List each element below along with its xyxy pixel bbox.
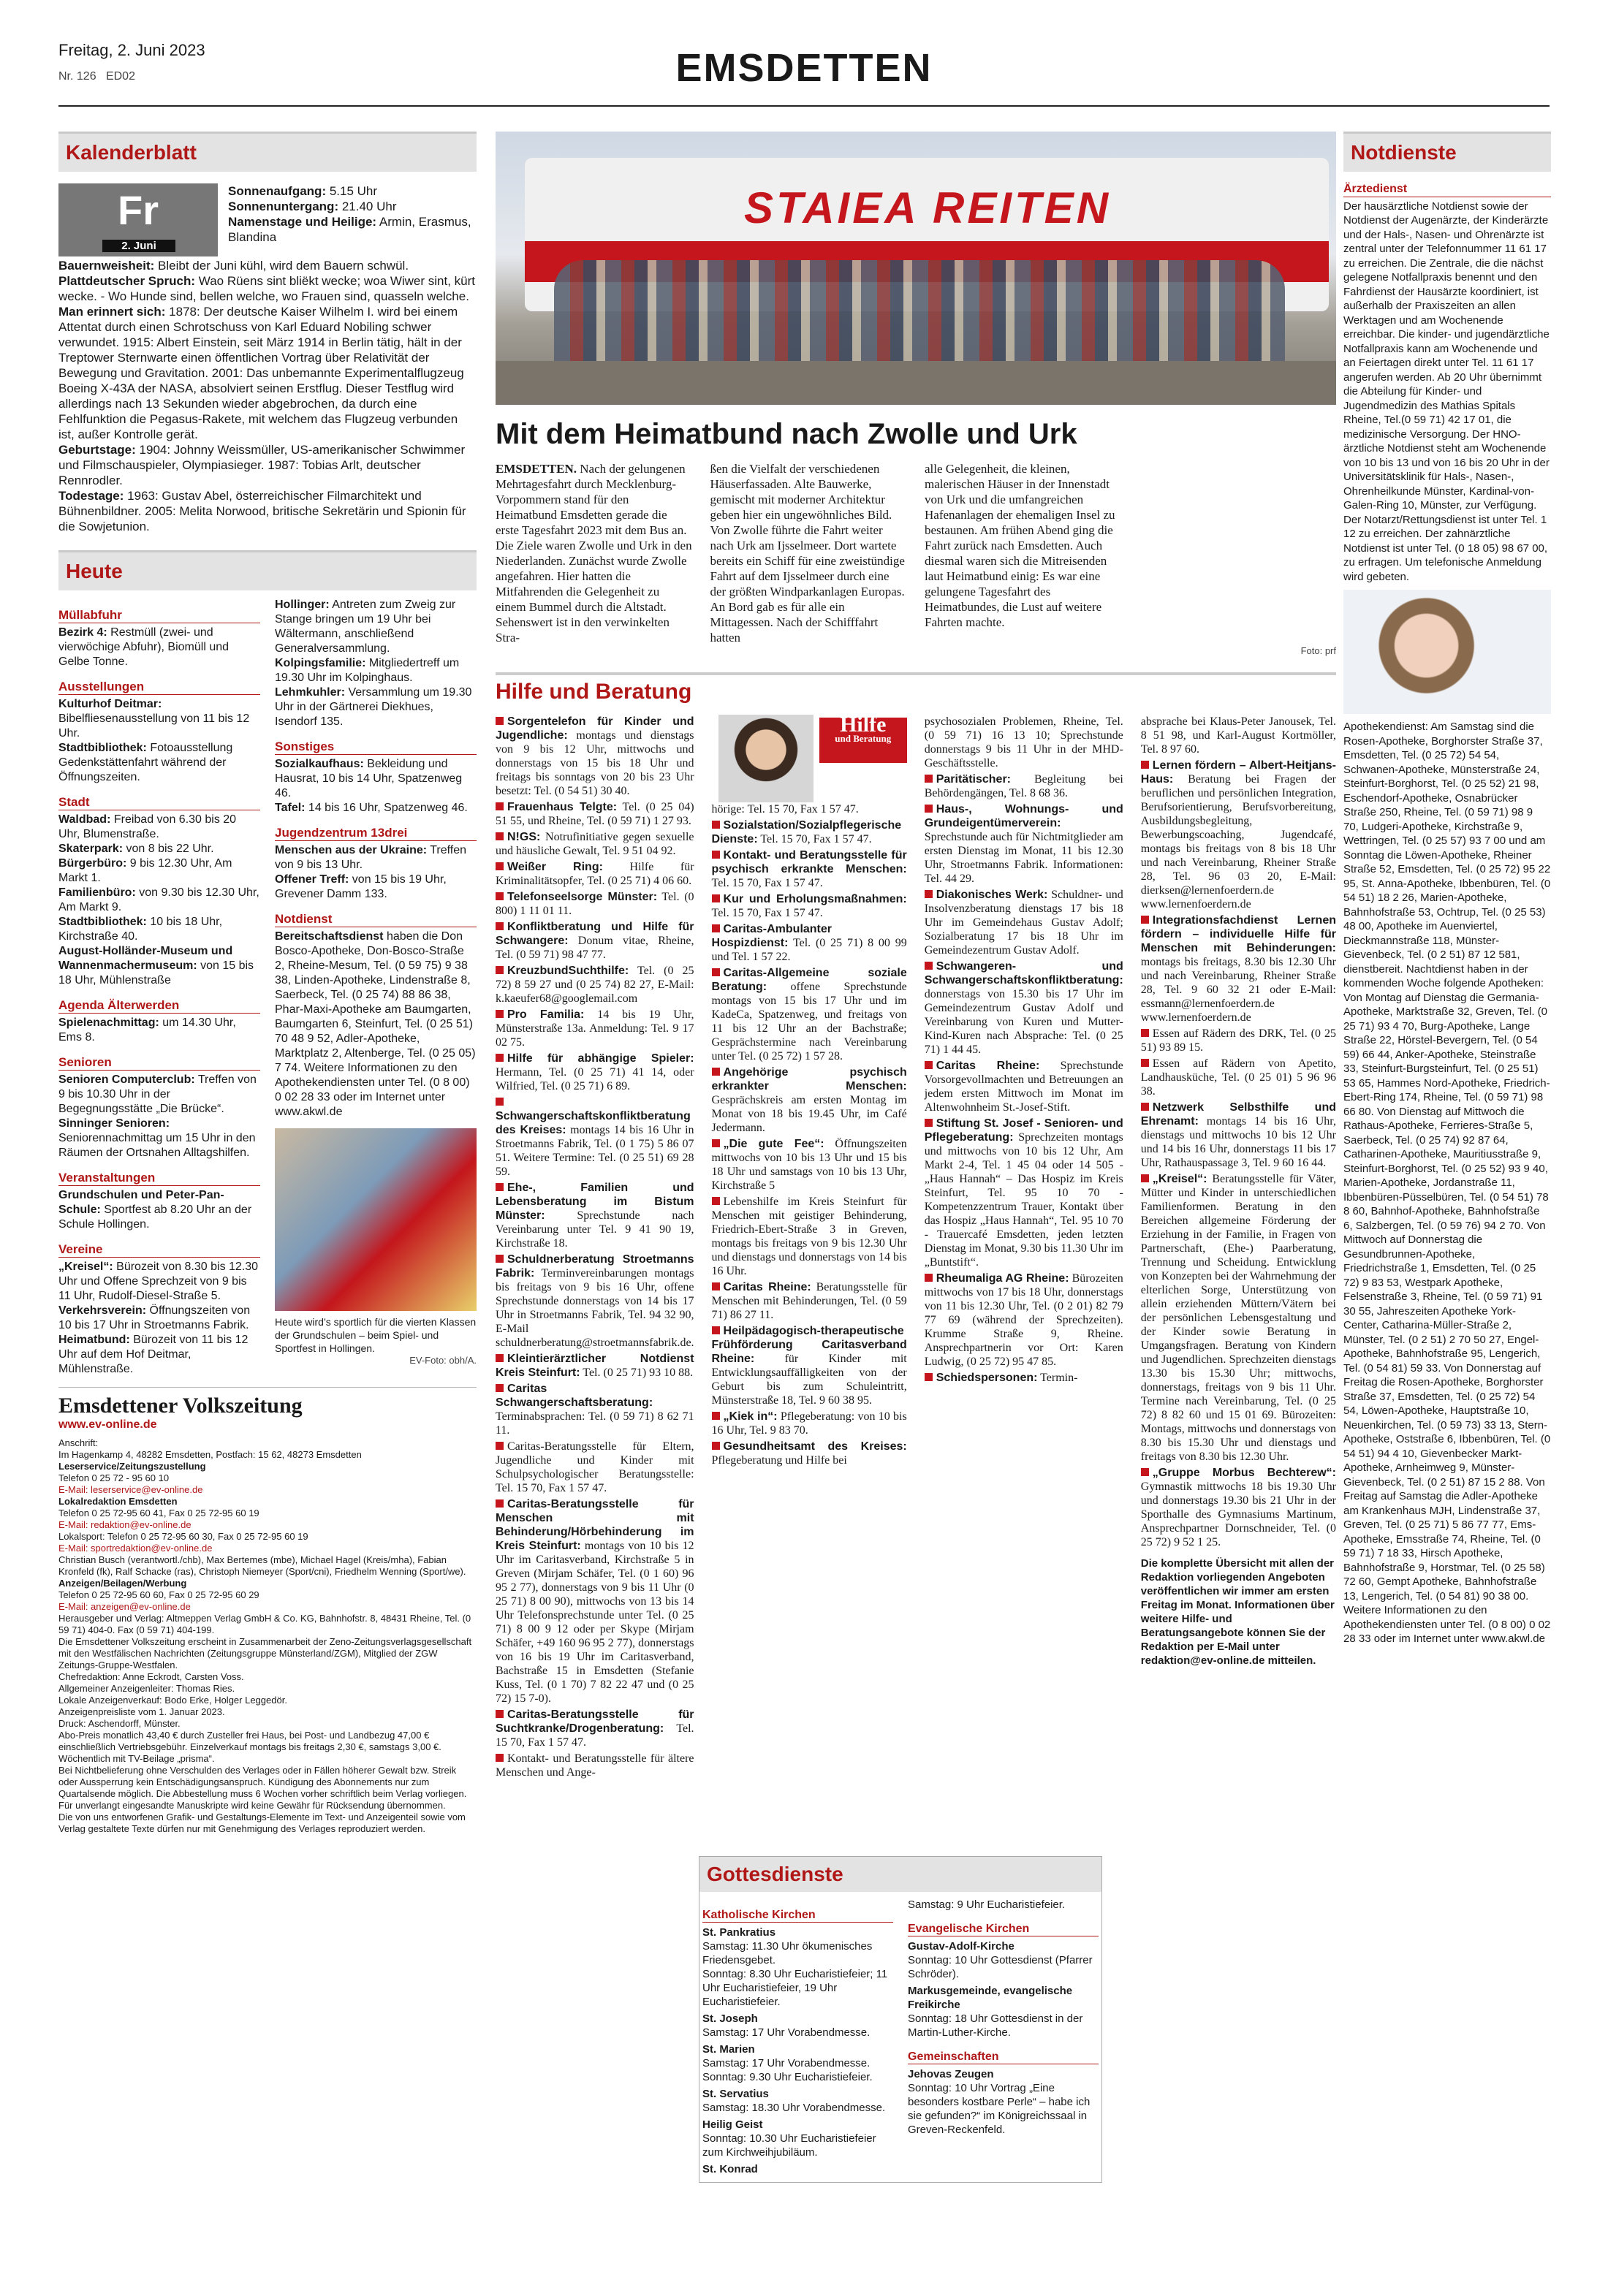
hilfe-note: Die komplette Übersicht mit allen der Redaktion vorliegenden Angeboten veröffentlichen wir immer am ersten Freitag im Monat. Informationen über weitere Hilfe- und Beratungsangebote können Sie der Redaktion per E-Mail unter redaktion@ev-online.de mitteilen. [1140,1557,1335,1667]
notdienste-body [1343,182,1551,1646]
bullet-square-icon [712,1068,720,1076]
weekday-abbrev: Fr [118,187,159,233]
hilfe-entry: Pro Familia: 14 bis 19 Uhr, Münsterstraße 13a. Anmeldung: Tel. 9 17 02 75. [496,1008,694,1049]
impressum-line: Druck: Aschendorff, Münster. [58,1718,181,1729]
hilfe-entry: Sorgentelefon für Kinder und Jugendliche: montags und dienstags von 9 bis 12 Uhr, mittwochs und donnerstags von 15 bis 18 Uhr und freitags bis sonntags von 20 bis 23 Uhr besetzt: Tel. (0 54 51) 30 40. [496,715,694,797]
bullet-square-icon [712,821,720,829]
heute-right-wrap [275,598,477,1377]
heute-entry: Senioren Computerclub: Treffen von 9 bis 10.30 Uhr in der Begegnungsstätte „Die Brücke“. [58,1073,257,1115]
hilfe-entry: Stiftung St. Josef - Senioren- und Pflegeberatung: Sprechzeiten montags und mittwochs von 10 bis 12 Uhr, Am Markt 2-4, Tel. 1 45 04 oder 14 505 - „Haus Hannah“ – Das Hospiz im Kreis Steinfurt, Tel. 95 10 70 - Kompetenzzentrum Trauer, Kontakt über das Hospiz „Haus Hannah“, Tel. 95 10 70 - Trauercafé Emsdetten, jeden letzten Dienstag im Monat, 9.30 bis 11.30 Uhr im „Buntstift“. [924,1117,1123,1269]
hilfe-entry: N!GS: Notrufinitiative gegen sexuelle und häusliche Gewalt, Tel. 9 51 04 92. [496,831,694,857]
hilfe-entry: Schiedspersonen: Termin- [925,1371,1123,1385]
service-time: Samstag: 11.30 Uhr ökumenisches Friedensgebet. [702,1940,873,1966]
bullet-square-icon [712,1282,720,1290]
hilfe-entry: Sozialstation/Sozialpflegerische Dienste: Tel. 15 70, Fax 1 57 47. [711,819,902,845]
heute-entry: „Kreisel“: Bürozeit von 8.30 bis 12.30 Uhr und Offene Sprechzeit von 9 bis 11 Uhr, Rudolf-Diesel-Straße 5. [58,1261,259,1302]
bullet-square-icon [496,832,504,840]
bullet-square-icon [496,966,504,974]
bullet-square-icon [1141,761,1149,769]
impressum-line: Allgemeiner Anzeigenleiter: Thomas Ries. [58,1683,235,1694]
bullet-square-icon [712,968,720,976]
impressum-line: Christian Busch (verantwortl./chb), Max Bertemes (mbe), Michael Hagel (Kreis/mha), Fabian Kronfeld (fk), Ralf Schacke (ras), Christoph Niemeyer (Sport/cni), Friedhelm Wenning (Sport/we). [58,1554,466,1577]
newspaper-logo: Emsdettener Volkszeitung [58,1387,477,1418]
church-name: St. Pankratius [702,1926,776,1939]
bullet-square-icon [496,717,504,725]
bullet-square-icon [1141,1468,1149,1476]
heute-subheading: Agenda Älterwerden [58,998,260,1014]
bullet-square-icon [496,1010,504,1018]
bullet-square-icon [925,1274,933,1282]
heute-entry: Familienbüro: von 9.30 bis 12.30 Uhr, Am Markt 9. [58,886,259,913]
photo-caption: Heute wird’s sportlich für die vierten Klassen der Grundschulen – beim Spiel- und Sportfest in Hollingen. [275,1316,477,1354]
bullet-square-icon [496,1183,504,1191]
paved-ground [496,361,1336,405]
notdienste-heading: Notdienste [1343,132,1551,172]
hilfe-badge: Hilfe und Beratung [819,718,907,763]
impressum-line: Anzeigenpreisliste vom 1. Januar 2023. [58,1706,225,1717]
heute-entry: Bürgerbüro: 9 bis 12.30 Uhr, Am Markt 1. [58,857,232,884]
impressum-line[interactable]: E-Mail: sportredaktion@ev-online.de [58,1543,213,1554]
hilfe-entry: Paritätischer: Begleitung bei Behördengängen, Tel. 8 68 36. [924,773,1123,799]
heute-subheading: Müllabfuhr [58,608,260,623]
bullet-square-icon [496,862,504,870]
hilfe-entry: Rheumaliga AG Rheine: Bürozeiten mittwochs von 17 bis 18 Uhr, donnerstags von 11 bis 12.30 Uhr, Tel. (0 2 01) 82 79 77 69 (während der Sprechzeiten). Krumme Straße 9, Rheine. Ansprechpartnerin vor Ort: Karen Ludwig, (0 25 72) 95 47 85. [924,1272,1123,1368]
bullet-square-icon [1141,916,1149,924]
heute-subheading: Stadt [58,795,260,810]
kalender-text: Bauernweisheit: Bleibt der Juni kühl, wird dem Bauern schwül. Plattdeutscher Spruch: Wao Rüens sint bliëkt wecke; woa Wiwer sint, kürt wecke. - Wo Hunde sind, bellen welche, wo Frauen sind, quasseln welche. Man erinnert sich: 1878: Der deutsche Kaiser Wilhelm I. wird bei einem Attentat durch einen Schrotschuss von Karl Eduard Nobiling schwer verwundet. 1915: Albert Einstein, seit März 1914 in Berlin tätig, hält in der Treptower Sternwarte einen öffentlichen Vortrag über Relativität der Bewegung und Gravitation. 2001: Das unbemannte Experimentalflugzeug Boeing X-43A der NASA, absolviert seinen Erstflug. Dieser Testflug wird allerdings nach 13 Sekunden wieder abgebrochen, da durch eine Fehlfunktion die Pegasus-Rakete, mit welchem das Flugzeug verbunden ist, außer Kontrolle gerät. Geburtstage: 1904: Johnny Weissmüller, US-amerikanischer Schwimmer und Filmschauspieler, Olympiasieger. 1987: Tobias Arlt, deutscher Rennrodler. Todestage: 1963: Gustav Abel, österreichischer Filmarchitekt und Bühnenbildner. 2005: Melita Norwood, britische Sekretärin und Spionin für die Sowjetunion. [58,259,475,533]
left-column [58,132,477,1835]
aerztedienst-text: Der hausärztliche Notdienst sowie der Notdienst der Augenärzte, der Kinderärzte und der Hals-, Nasen- und Ohrenärzte ist zentral unter der Telefonnummer 11 61 17 zu erreichen. Die Zentrale, die die nächst gelegene Notfallpraxis benennt und den Fahrdienst der Hausärzte koordiniert, ist außerhalb der Praxiszeiten an allen Werktagen und am Wochenende erreichbar. Die kinder- und jugendärztliche Notfallpraxis kann am Wochenende und an Feiertagen direkt unter Tel. 11 61 17 angerufen werden. Ab 20 Uhr übernimmt die Abteilung für Kinder- und Jugendmedizin des Mathias Spitals Rheine, Tel.(0 59 71) 42 17 01, die medizinische Versorgung. Der HNO-ärztliche Notdienst steht am Wochenende von 10 bis 13 und von 16 bis 20 Uhr in der Universitätsklinik für Hals-, Nasen-, Ohrenheilkunde Münster, Kardinal-von-Galen-Ring 10, Münster, zur Verfügung. Der Notarzt/Rettungsdienst ist unter Tel. 1 12 zu erreichen. Der zahnärztliche Notdienst ist unter Tel. (0 18 05) 98 67 00, zu erfragen. Um telefonische Anmeldung wird gebeten. [1343,199,1550,583]
hilfe-col-2 [712,715,907,1467]
impressum-line[interactable]: E-Mail: leserservice@ev-online.de [58,1484,203,1495]
heute-entry: Stadtbibliothek: Fotoausstellung Gedenkstättenfahrt während der Öffnungszeiten. [58,742,233,783]
bullet-square-icon [925,805,933,813]
hilfe-entry: „Kiek in“: Pflegeberatung: von 10 bis 16 Uhr, Tel. 9 83 70. [711,1410,907,1437]
bullet-square-icon [1141,1103,1149,1111]
bullet-square-icon [925,775,933,783]
hilfe-entry: Lernen fördern – Albert-Heitjans-Haus: Beratung bei Fragen der beruflichen und persönlichen Integration, Berufsorientierung, Berufsvorbereitung, Ausbildungsbegleitung, Bewerbungscoaching, Jugendcafé, montags bis freitags von 8 bis 18 Uhr und nach Vereinbarung, Rheiner Straße 28, Tel. 96 03 20, E-Mail: dierksen@lernenfoerdern.de www.lernenfoerdern.de [1140,759,1336,911]
article-headline: Mit dem Heimatbund nach Zwolle und Urk [496,418,1077,450]
bullet-square-icon [712,1442,720,1450]
hilfe-col-3 [925,715,1123,1385]
heute-subheading: Sonstiges [275,740,477,755]
heute-columns [58,598,477,1377]
local-section-title: EMSDETTEN [675,46,933,90]
bullet-square-icon [712,1139,720,1147]
hilfe-col-4-wrap [1141,715,1336,1782]
impressum-line: Für unverlangt eingesandte Manuskripte wird keine Gewähr für Rücksendung übernommen. [58,1800,446,1811]
hilfe-entry: Caritas-Allgemeine soziale Beratung: offene Sprechstunde montags von 15 bis 17 Uhr und im KadeCa, Spatzenweg, und freitags von 11 bis 12 Uhr an der Bachstraße; Gesprächstermine nach Vereinbarung unter Tel. (0 25 72) 1 57 28. [711,967,907,1063]
hilfe-entry: Diakonisches Werk: Schuldner- und Insolvenzberatung dienstags 17 bis 18 Uhr im Gemeindehaus Gustav Adolf; Sozialberatung 17 bis 18 Uhr im Gemeindezentrum Gustav Adolf. [924,889,1123,957]
gottesdienste-col-2 [908,1898,1099,2176]
heute-entry: Sinninger Senioren: Seniorennachmittag um 15 Uhr in den Räumen der Ortsnahen Alltagshilfen. [58,1117,256,1159]
website-link[interactable]: www.ev-online.de [58,1418,157,1431]
hilfe-entry: Netzwerk Selbsthilfe und Ehrenamt: montags 14 bis 16 Uhr, dienstags und mittwochs 10 bis 12 Uhr und 14 bis 16 Uhr, donnerstags 11 bis 17 Uhr, Rathauspassage 3, Tel. 9 60 16 44. [1140,1101,1336,1169]
church-name: St. Joseph [702,2012,758,2025]
service-time: Samstag: 18.30 Uhr Vorabendmesse. [702,2102,886,2114]
issue-date: Freitag, 2. Juni 2023 [58,41,205,59]
hilfe-entry: Kontakt- und Beratungsstelle für psychisch erkrankte Menschen: Tel. 15 70, Fax 1 57 47. [711,849,907,889]
gottesdienste-heading: Gottesdienste [699,1857,1101,1892]
hilfe-entry: „Die gute Fee“: Öffnungszeiten mittwochs von 10 bis 13 Uhr und 15 bis 18 Uhr und samstags von 10 bis 13 Uhr, Kirchstraße 5 [711,1138,907,1192]
hilfe-entry: Frauenhaus Telgte: Tel. (0 25 04) 51 55, und Rheine, Tel. (0 59 71) 1 27 93. [496,801,694,827]
service-time: Samstag: 17 Uhr Vorabendmesse. [702,2026,871,2039]
heute-subheading: Senioren [58,1055,260,1071]
heute-entry: Spielenachmittag: um 14.30 Uhr, Ems 8. [58,1016,236,1044]
service-time: Samstag: 9 Uhr Eucharistiefeier. [908,1898,1066,1911]
gottesdienste-columns [699,1892,1101,2182]
hilfe-entry: Schwangeren- und Schwangerschaftskonfliktberatung: donnerstags von 15.30 bis 17 Uhr im Gemeindezentrum Gustav Adolf und Vereinbarung von Kuren und Mutter-Kind-Kuren nach Absprache: Tel. (0 25 71) 1 44 45. [924,960,1123,1056]
hilfe-entry: Lebenshilfe im Kreis Steinfurt für Menschen mit geistiger Behinderung, Friedrich-Ebert-Straße 3 in Greven, montags bis freitags von 9 bis 12.30 Uhr und dienstags und donnerstags von 14 bis 16 Uhr. [711,1195,907,1277]
heute-entry: Heimatbund: Bürozeit von 11 bis 12 Uhr auf dem Hof Deitmar, Mühlenstraße. [58,1334,249,1375]
heute-entry: Sozialkaufhaus: Bekleidung und Hausrat, 10 bis 14 Uhr, Spatzenweg 46. [275,758,463,799]
service-time: Samstag: 17 Uhr Vorabendmesse. [702,2057,871,2069]
hilfe-columns [496,712,1336,1782]
hilfe-col-4 [1141,715,1336,1549]
hilfe-entry: Caritas-Beratungsstelle für Suchtkranke/Drogenberatung: Tel. 15 70, Fax 1 57 47. [496,1708,694,1749]
kalenderblatt-heading: Kalenderblatt [58,132,477,172]
heute-entry: Verkehrsverein: Öffnungszeiten von 10 bis 17 Uhr in Stroetmanns Fabrik. [58,1304,251,1331]
hilfe-entry: Ehe-, Familien und Lebensberatung im Bistum Münster: Sprechstunde nach Vereinbarung unter Tel. 9 41 90 19, Kirchstraße 18. [496,1182,694,1250]
impressum-line: Lokale Anzeigenverkauf: Bodo Erke, Holger Leggedör. [58,1695,287,1706]
bullet-square-icon [496,1499,504,1508]
masthead [58,41,1550,107]
sun-info: Sonnenaufgang: 5.15 Uhr Sonnenuntergang: 21.40 Uhr Namenstage und Heilige: Armin, Erasmus, Blandina [228,184,471,244]
aerztedienst-subheading: Ärztedienst [1343,182,1551,197]
hilfe-entry: Gesundheitsamt des Kreises: Pflegeberatung und Hilfe bei [711,1440,907,1467]
sick-child-photo [1343,590,1551,714]
bullet-square-icon [712,1326,720,1334]
sportfest-photo [275,1128,477,1311]
issue-number: Nr. 126 ED02 [58,70,135,83]
hilfe-entry: Kleintierärztlicher Notdienst Kreis Steinfurt: Tel. (0 25 71) 93 10 88. [496,1353,694,1379]
hilfe-entry: Schuldnerberatung Stroetmanns Fabrik: Terminvereinbarungen montags bis freitags von 9 bis 16 Uhr, offene Sprechstunde donnerstags von 14 bis 17 Uhr in Stroetmanns Fabrik, Tel. 94 32 90, E-Mail schuldnerberatung@stroetmannsfabrik.de. [496,1253,694,1349]
heute-entry: Lehmkuhler: Versammlung um 19.30 Uhr in der Gärtnerei Diekhues, Isendorf 135. [275,686,472,728]
hilfe-col-2-wrap [711,712,907,1782]
service-time: Sonntag: 10.30 Uhr Eucharistiefeier zum Kirchweihjubiläum. [702,2132,876,2159]
church-name: Gustav-Adolf-Kirche [908,1940,1015,1953]
heute-entry: Offener Treff: von 15 bis 19 Uhr, Grevener Damm 133. [275,873,447,900]
article-col-3: alle Gelegenheit, die kleinen, malerischen Häuser in der Innenstadt von Urk und die umfangreichen Hafenanlagen der ehemaligen Insel zu bestaunen. Am frühen Abend ging die Fahrt zurück nach Emsdetten. Auch diesmal waren sich die Mitreisenden laut Heimatbund einig: Es war eine gelungene Tagesfahrt des Heimatbundes, die Lust auf weitere Fahrten machte. [925,462,1115,629]
bullet-square-icon [496,1754,504,1762]
heute-entry: Kolpingsfamilie: Mitgliedertreff um 19.30 Uhr im Kolpinghaus. [275,657,460,684]
group-photo [496,132,1336,405]
heute-entry: Kulturhof Deitmar: Bibelfliesenausstellung von 11 bis 12 Uhr. [58,698,250,740]
gottesdienste-col-1 [702,1898,893,2176]
bullet-square-icon [496,1098,504,1106]
bullet-square-icon [712,851,720,859]
heute-left [58,598,260,1377]
article-col-1: EMSDETTEN. Nach der gelungenen Mehrtagesfahrt durch Mecklenburg-Vorpommern stand für den Heimatbund Emsdetten gerade die erste Tagesfahrt 2023 mit dem Bus an. Die Ziele waren Zwolle und Urk in den Niederlanden. Zunächst wurde Zwolle angefahren. Hier hatten die Mitfahrenden die Gelegenheit zu einem Bummel durch die Altstadt. Sehenswert ist in den verwinkelten Stra- [496,462,692,645]
hilfe-entry: psychosozialen Problemen, Rheine, Tel. (0 59 71) 16 13 10; Sprechstunde donnerstags 9 bis 11 Uhr in der MHD-Geschäftsstelle. [924,715,1123,769]
hilfe-entry: hörige: Tel. 15 70, Fax 1 57 47. [711,803,859,816]
middle-column [496,132,1336,1782]
heute-entry: Tafel: 14 bis 16 Uhr, Spatzenweg 46. [275,802,468,814]
impressum-line: Telefon 0 25 72 - 95 60 10 [58,1472,170,1483]
impressum-line: Die Emsdettener Volkszeitung erscheint in Zusammenarbeit der Zeno-Zeitungsverlagsgesellschaft mit den Westfälischen Nachrichten (Zeitungsgruppe Münsterland/ZGM), Mitglied der ZGW Zeitungs-Gruppe-Westfalen. [58,1636,472,1670]
impressum-line: Telefon 0 25 72-95 60 41, Fax 0 25 72-95 60 19 [58,1508,259,1518]
hilfe-entry: Haus-, Wohnungs- und Grundeigentümerverein: Sprechstunde auch für Nichtmitglieder am ersten Dienstag im Monat, 11 bis 12.30 Uhr, Stroetmanns Fabrik. Informationen: Tel. 44 29. [924,803,1123,885]
gottesdienste-subheading: Gemeinschaften [908,2050,1099,2064]
hilfe-entry: Hilfe für abhängige Spieler: Hermann, Tel. (0 25 71) 41 14, oder Wilfried, Tel. (0 25 71) 6 89. [496,1052,694,1092]
impressum-line: Herausgeber und Verlag: Altmeppen Verlag GmbH & Co. KG, Bahnhofstr. 8, 48431 Rheine, Tel. (0 59 71) 404-0. Fax (0 59 71) 404-199. [58,1613,471,1635]
hilfe-entry: Integrationsfachdienst Lernen fördern – individuelle Hilfe für Menschen mit Behinderungen: montags bis freitags, 8.30 bis 12.30 Uhr und nach Vereinbarung, Rheiner Straße 28, Tel. 9 60 32 21 oder E-Mail: essmann@lernenfoerdern.de www.lernenfoerdern.de [1140,914,1336,1024]
day-block [58,183,477,256]
bullet-square-icon [712,924,720,932]
hilfe-col-3-wrap [925,715,1123,1782]
heute-entry: Bezirk 4: Restmüll (zwei- und vierwöchige Abfuhr), Biomüll und Gelbe Tonne. [58,626,230,668]
article-col-4 [1139,461,1337,645]
heute-entry: Hollinger: Antreten zum Zweig zur Stange bringen um 19 Uhr bei Wältermann, anschließend Generalversammlung. [275,598,456,655]
heute-subheading: Notdienst [275,912,477,927]
heute-subheading: Vereine [58,1242,260,1258]
service-time: Sonntag: 10 Uhr Gottesdienst (Pfarrer Schröder). [908,1954,1093,1980]
hilfe-entry: Kur und Erholungsmaßnahmen: Tel. 15 70, Fax 1 57 47. [711,893,907,919]
hilfe-col-1 [496,715,694,1782]
impressum-line: Anschrift: [58,1437,99,1448]
impressum-line[interactable]: E-Mail: redaktion@ev-online.de [58,1519,191,1530]
service-time: Sonntag: 10 Uhr Vortrag „Eine besonders kostbare Perle“ – habe ich sie gefunden?“ im Königreichssaal in Greven-Reckenfeld. [908,2082,1091,2136]
church-name: St. Servatius [702,2088,769,2100]
hilfe-entry: Caritas-Beratungsstelle für Eltern, Jugendliche und Kinder mit Schulpsychologischer Beratungsstelle: Tel. 15 70, Fax 1 57 47. [496,1440,694,1494]
hilfe-entry: Konfliktberatung und Hilfe für Schwangere: Donum vitae, Rheine, Tel. (0 59 71) 98 47 77. [496,921,694,961]
impressum-line: Anzeigen/Beilagen/Werbung [58,1578,187,1589]
bullet-square-icon [925,1061,933,1069]
bullet-square-icon [496,1255,504,1263]
church-name: St. Konrad [702,2163,758,2175]
church-name: Jehovas Zeugen [908,2068,994,2080]
hilfe-entry: Caritas-Beratungsstelle für Menschen mit Behinderung/Hörbehinderung im Kreis Steinfurt: montags von 10 bis 12 Uhr im Caritasverband, Kirchstraße 5 in Greven (Mirjam Schäfer, Tel. (0 1 60) 96 95 2 77), donnerstags von 9 bis 11 Uhr (0 25 71) 8 00 90), mittwochs von 13 bis 14 Uhr Telefonsprechstunde unter Tel. (0 25 71) 8 00 9 12 oder per Skype (Mirjam Schäfer, +49 160 96 95 2 77), donnerstags von 16 bis 19 Uhr im Caritasverband, Bachstraße 15 in Emsdetten (Stefanie Kuss, Tel. (0 1 70) 7 82 22 47 und (0 25 72) 15 7-0). [496,1498,694,1705]
gottesdienste-subheading: Katholische Kirchen [702,1908,893,1923]
service-time: Sonntag: 8.30 Uhr Eucharistiefeier; 11 Uhr Eucharistiefeier, 19 Uhr Eucharistiefeier. [702,1968,888,2008]
heute-entry: Grundschulen und Peter-Pan-Schule: Sportfest ab 8.20 Uhr an der Schule Hollingen. [58,1189,252,1231]
impressum-line: Lokalredaktion Emsdetten [58,1496,178,1507]
hilfe-entry: Caritas Schwangerschaftsberatung: Terminabsprachen: Tel. (0 59 71) 8 62 71 11. [496,1383,694,1437]
heute-entry: August-Holländer-Museum und Wannenmachermuseum: von 15 bis 18 Uhr, Mühlenstraße [58,945,254,987]
heute-entry: Bereitschaftsdienst haben die Don Bosco-Apotheke, Don-Bosco-Straße 2, Rheine-Mesum, Tel. (0 59 75) 9 38 38, Linden-Apotheke, Lindenstraße 8, Saerbeck, Tel. (0 25 74) 88 86 38, Phar-Maxi-Apotheke am Baumgarten, Baumgarten 6, Steinfurt, Tel. (0 25 51) 70 48 9 52, Adler-Apotheke, Marktplatz 2, Altenberge, Tel. (0 25 05) 7 74. Weitere Informationen zu den Apothekendiensten unter Tel. (0 8 00) 0 02 28 33 oder im Internet unter www.akwl.de [275,930,476,1118]
heute-heading: Heute [58,550,477,590]
bullet-square-icon [496,892,504,900]
article-col-2: ßen die Vielfalt der verschiedenen Häuserfassaden. Alte Bauwerke, gemischt mit moderner Architektur geben hier ein ungewöhnliches Bild. Von Zwolle führte die Fahrt weiter nach Urk am Ijsselmeer. Dort wartete bereits ein Schiff für eine zweistündige Fahrt auf dem Ijsselmeer durch eine der größten Windparkanlagen Europas. An Bord gab es für alle ein Mittagessen. Nach der Schifffahrt hatten [710,462,905,645]
bullet-square-icon [496,1354,504,1362]
heute-subheading: Veranstaltungen [58,1171,260,1186]
church-name: Markusgemeinde, evangelische Freikirche [908,1985,1073,2011]
hilfe-entry: „Kreisel“: Beratungsstelle für Väter, Mütter und Kinder in unterschiedlichen Familienformen. Beratung in den Bereichen allgemeine Förderung der Erziehung in der Familie, in Fragen von Partnerschaft, (Ehe-) Paarberatung, Trennung und Scheidung. Entwicklung von Konzepten bei der Wahrnehmung der elterlichen Sorge, Unterstützung von allein erziehenden Müttern/Vätern bei der persönlichen Lebensgestaltung und der Kinder sowie Beratung in Umgangsfragen. Beratung von Kindern und Jugendlichen. Sprechzeiten dienstags 13.30 bis 15.30 Uhr; mittwochs, donnerstags, freitags von 9 bis 11 Uhr. Termine nach Vereinbarung, Tel. (0 25 72) 8 82 60 und 15 01 69. Bürozeiten: Montags, mittwochs und donnerstags von 8.30 bis 15.30 Uhr und dienstags und freitags von 8.30 bis 12.30 Uhr. [1140,1173,1336,1463]
travel-group [554,260,1285,370]
impressum-line: Bei Nichtbelieferung ohne Verschulden des Verlages oder in Fällen höherer Gewalt bzw. Streik oder Aussperrung kein Entschädigungsanspruch. Kündigung des Abonnements nur zum Quartalsende möglich. Die Abbestellung muss 6 Wochen vorher schriftlich beim Verlag vorliegen. [58,1765,467,1799]
impressum-line: Im Hagenkamp 4, 48282 Emsdetten, Postfach: 15 62, 48273 Emsdetten [58,1449,362,1460]
bullet-square-icon [1141,1174,1149,1182]
article-photo-credit: Foto: prf [1300,645,1336,656]
impressum-line[interactable]: E-Mail: anzeigen@ev-online.de [58,1601,191,1612]
impressum-line: Die von uns entworfenen Grafik- und Gestaltungs-Elemente im Text- und Anzeigenteil sowie vom Verlag gestaltete Texte dürfen nur mit Genehmigung des Verlages reproduziert werden. [58,1812,466,1834]
hilfe-heading: Hilfe und Beratung [496,672,1336,704]
hilfe-entry: Essen auf Rädern des DRK, Tel. (0 25 51) 93 89 15. [1140,1027,1336,1054]
bullet-square-icon [1141,1029,1149,1037]
impressum-line: Leserservice/Zeitungszustellung [58,1461,206,1472]
gottesdienste-subheading: Evangelische Kirchen [908,1922,1099,1936]
bullet-square-icon [1141,1059,1149,1067]
bullet-square-icon [496,802,504,810]
bullet-square-icon [496,1710,504,1718]
gottesdienste-box [699,1856,1102,2183]
bullet-square-icon [712,1412,720,1420]
hilfe-entry: absprache bei Klaus-Peter Janousek, Tel. 8 51 98, und Karl-August Kortmöller, Tel. 8 97 60. [1140,715,1336,756]
bullet-square-icon [925,962,933,970]
impressum-line: Chefredaktion: Anne Eckrodt, Carsten Voss. [58,1671,244,1682]
impressum-line: Telefon 0 25 72-95 60 60, Fax 0 25 72-95 60 29 [58,1589,259,1600]
bullet-square-icon [712,894,720,902]
hilfe-entry: „Gruppe Morbus Bechterew“: Gymnastik mittwochs 18 bis 19.30 Uhr und donnerstags 19.30 bis 21 Uhr in der Sporthalle des Gymnasiums Martinum, Ansprechpartner Dornschneider, Tel. (0 25 72) 9 52 1 25. [1140,1467,1336,1548]
bullet-square-icon [496,1054,504,1062]
hilfe-entry: Angehörige psychisch erkrankter Menschen: Gesprächskreis am ersten Montag im Monat von 18 bis 19.45 Uhr, im Café Jedermann. [711,1066,907,1134]
photo-credit: EV-Foto: obh/A. [409,1355,477,1366]
hilfe-entry: Telefonseelsorge Münster: Tel. (0 800) 1 11 01 11. [496,891,694,917]
hilfe-entry: Caritas-Ambulanter Hospizdienst: Tel. (0 25 71) 8 00 99 und Tel. 1 57 22. [711,923,907,963]
heute-entry: Waldbad: Freibad von 6.30 bis 20 Uhr, Blumenstraße. [58,813,237,840]
hilfe-entry: Schwangerschaftskonfliktberatung des Kreises: montags 14 bis 16 Uhr in Stroetmanns Fabrik, Tel. (0 1 75) 5 86 07 51. Weitere Termine: Tel. (0 25 51) 69 28 59. [496,1095,694,1179]
apothekendienst-text: Apothekendienst: Am Samstag sind die Rosen-Apotheke, Borghorster Straße 37, Emsdetten, Tel. (0 25 72) 54 54, Schwanen-Apotheke, Münsterstraße 24, Steinfurt-Borghorst, Tel. (0 25 52) 21 98, Eschendorf-Apotheke, Osnabrücker Straße 250, Rheine, Tel. (0 59 71) 98 9 70, Ludgeri-Apotheke, Kirchstraße 9, Wettringen, Tel. (0 25 57) 93 7 00 und am Sonntag die Löwen-Apotheke, Rheiner Straße 52, Emsdetten, Tel. (0 25 72) 95 22 95, St. Anna-Apotheke, Ibbenbüren, Tel. (0 54 51) 18 2 26, Marien-Apotheke, Bahnhofstraße 53, Ochtrup, Tel. (0 25 53) 48 00, Apotheke im Auenviertel, Dieckmannstraße 118, Münster-Gievenbeck, Tel. (0 2 51) 87 12 581, dienstbereit. Nachtdienst haben in der kommenden Woche folgende Apotheken: Von Montag auf Dienstag die Germania-Apotheke, Marktstraße 32, Greven, Tel. (0 25 71) 93 4 70, Burg-Apotheke, Lange Straße 22, Hörstel-Bevergern, Tel. (0 54 59) 66 44, Anker-Apotheke, Steinstraße 33, Steinfurt-Burgsteinfurt, Tel. (0 25 51) 53 65, Hammes Nord-Apotheke, Friedrich-Ebert-Ring 174, Rheine, Tel. (0 59 71) 98 66 80. Von Dienstag auf Mittwoch die Rathaus-Apotheke, Ferrieres-Straße 5, Saerbeck, Tel. (0 25 74) 92 87 64, Catharinen-Apotheke, Mauritiusstraße 9, Steinfurt-Borghorst, Tel. (0 25 52) 93 9 40, Marien-Apotheke, Jordanstraße 11, Ibbenbüren-Püsselbüren, Tel. (0 54 51) 78 8 60, Bahnhof-Apotheke, Bahnhofstraße 6, Salzbergen, Tel. (0 59 76) 94 2 70. Von Mittwoch auf Donnerstag die Gesundbrunnen-Apotheke, Friedrichstraße 1, Emsdetten, Tel. (0 25 72) 9 83 53, Westpark Apotheke, Felsenstraße 3, Rheine, Tel. (0 59 71) 91 30 55, Jahreszeiten Apotheke York-Center, Catharina-Müller-Straße 2, Münster, Tel. (0 2 51) 2 70 50 27, Engel-Apotheke, Bahnhofstraße 95, Lengerich, Tel. (0 54 81) 59 33. Von Donnerstag auf Freitag die Rosen-Apotheke, Borghorster Straße 37, Emsdetten, Tel. (0 25 72) 54 54, Löwen-Apotheke, Hauptstraße 10, Neuenkirchen, Tel. (0 59 73) 33 13, Stern-Apotheke, Oststraße 6, Ibbenbüren, Tel. (0 54 51) 94 4 10, Gievenbecker Markt-Apotheke, Arnheimweg 9, Münster-Gievenbeck, Tel. (0 2 51) 87 15 2 88. Von Freitag auf Samstag die Adler-Apotheke am Krankenhaus MJH, Lindenstraße 37, Greven, Tel. (0 25 71) 5 86 77 77, Ems-Apotheke, Emsstraße 74, Rheine, Tel. (0 59 71) 7 18 33, Hirsch Apotheke, Bahnhofstraße 9, Horstmar, Tel. (0 25 58) 72 60, Gempt Apotheke, Bahnhofstraße 13, Lengerich, Tel. (0 54 81) 90 38 00. Weitere Informationen zu den Apothekendiensten unter Tel. (0 8 00) 0 02 28 33 oder im Internet unter www.akwl.de [1343,721,1551,1645]
hilfe-entry: Essen auf Rädern von Apetito, Landhausküche, Tel. (0 25 01) 5 96 96 38. [1140,1057,1336,1098]
impressum-line: Lokalsport: Telefon 0 25 72-95 60 30, Fax 0 25 72-95 60 19 [58,1531,308,1542]
hilfe-entry: Caritas Rheine: Sprechstunde Vorsorgevollmachten und Betreuungen an jedem ersten Mittwoch im Monat im Altenwohnheim St.-Josef-Stift. [924,1060,1123,1114]
helpline-photo [718,715,814,802]
heute-subheading: Ausstellungen [58,680,260,695]
right-column [1343,132,1551,1646]
hilfe-entry: Caritas Rheine: Beratungsstelle für Menschen mit Behinderungen, Tel. (0 59 71) 86 27 11. [711,1281,907,1321]
bus-lettering: STAIEA REITEN [744,183,1112,232]
hilfe-entry: Heilpädagogisch-therapeutische Frühförderung Caritasverband Rheine: für Kinder mit Entwicklungsauffälligkeiten von der Geburt bis zum Schuleintritt, Münsterstraße 18, Tel. 9 60 38 95. [711,1325,907,1407]
heute-subheading: Jugendzentrum 13drei [275,826,477,841]
bullet-square-icon [496,1442,504,1450]
hilfe-entry: KreuzbundSuchthilfe: Tel. (0 25 72) 8 59 27 und (0 25 74) 82 27, E-Mail: k.kaeufer68@googlemail.com [496,965,694,1005]
heute-entry: Skaterpark: von 8 bis 22 Uhr. [58,843,214,855]
day-date: 2. Juni [102,240,175,252]
bullet-square-icon [712,1197,720,1205]
bullet-square-icon [925,890,933,898]
impressum [58,1437,477,1835]
impressum-line: Abo-Preis monatlich 43,40 € durch Zusteller frei Haus, bei Post- und Landbezug 47,00 € einschließlich Vertriebsgebühr. Einzelverkauf montags bis freitags 2,30 €, samstags 3,00 €. Wöchentlich mit TV-Beilage „prisma“. [58,1730,441,1764]
bullet-square-icon [496,922,504,930]
church-name: St. Marien [702,2043,755,2056]
heute-entry: Menschen aus der Ukraine: Treffen von 9 bis 13 Uhr. [275,844,467,871]
heute-entry: Stadtbibliothek: 10 bis 18 Uhr, Kirchstraße 40. [58,916,223,943]
article-body [496,461,1336,645]
bullet-square-icon [925,1373,933,1381]
service-time: Sonntag: 9.30 Uhr Eucharistiefeier. [702,2071,873,2083]
heute-right [275,598,477,1120]
weekday-box [58,183,218,256]
hilfe-entry: Kontakt- und Beratungsstelle für ältere Menschen und Ange- [496,1752,694,1779]
hilfe-entry: Weißer Ring: Hilfe für Kriminalitätsopfer, Tel. (0 25 71) 4 06 60. [496,861,694,887]
church-name: Heilig Geist [702,2118,763,2131]
service-time: Sonntag: 18 Uhr Gottesdienst in der Martin-Luther-Kirche. [908,2012,1083,2039]
bullet-square-icon [496,1384,504,1392]
bullet-square-icon [925,1119,933,1127]
